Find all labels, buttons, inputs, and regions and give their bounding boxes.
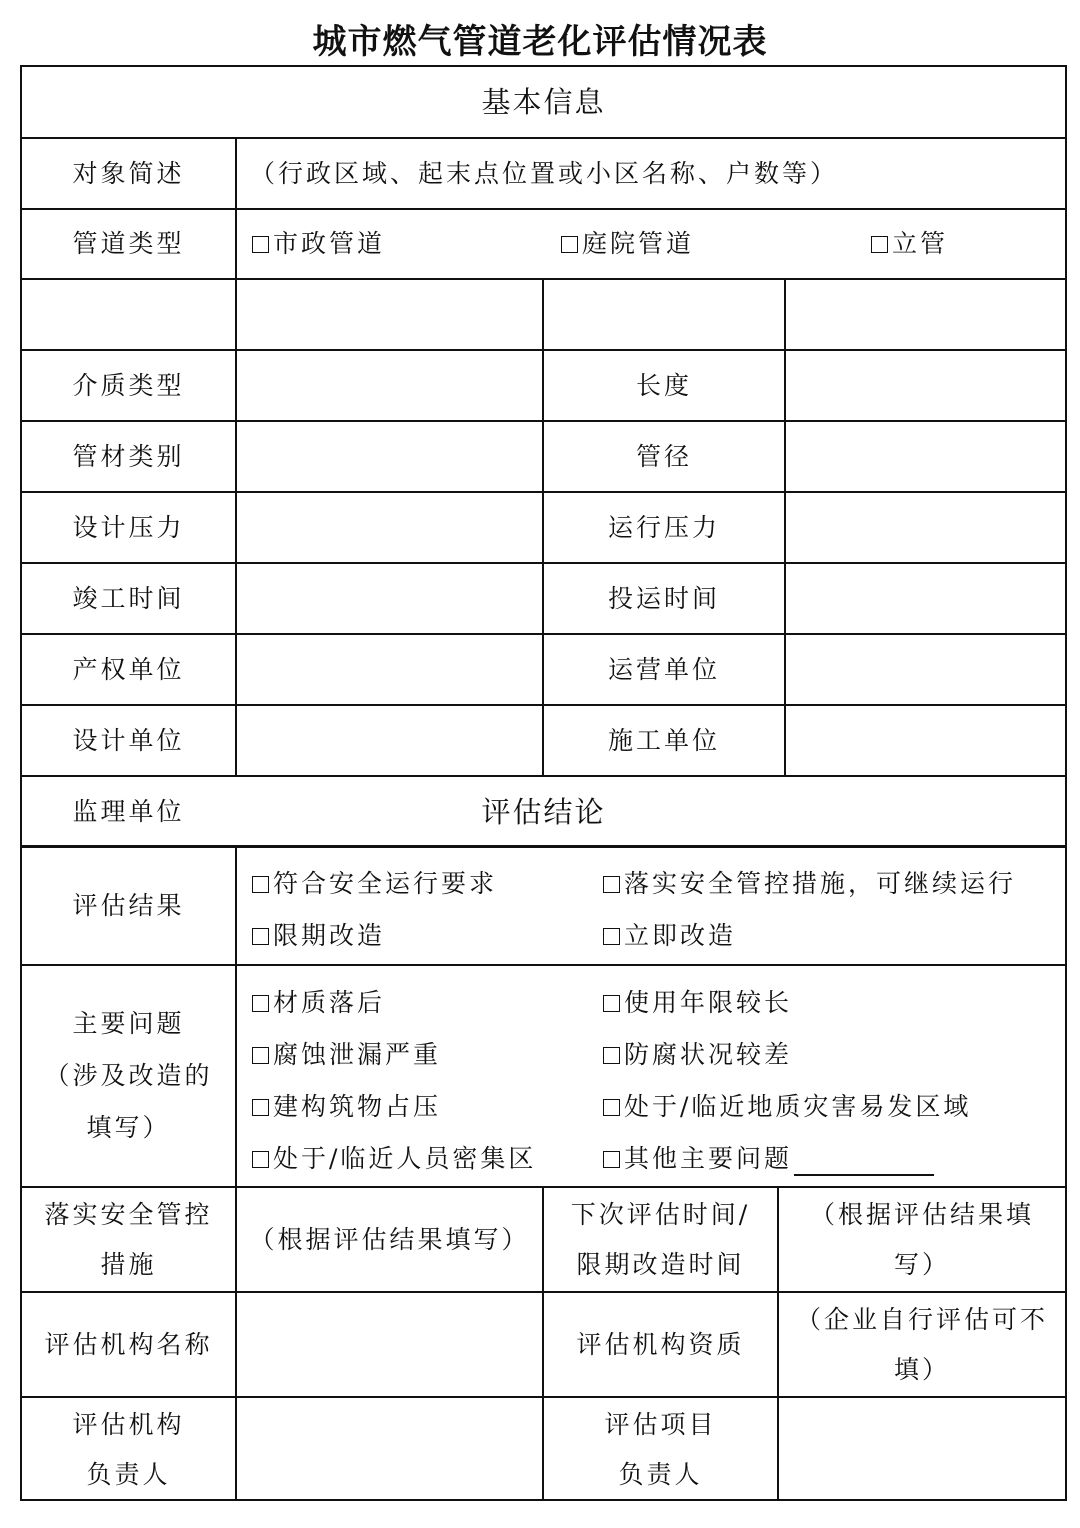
result-label: 评估结果: [72, 890, 185, 920]
issue-other[interactable]: 其他主要问题: [603, 1142, 934, 1176]
next-time-value[interactable]: （根据评估结果填 写）: [809, 1199, 1034, 1279]
design-pressure-label: 设计压力: [72, 512, 185, 542]
result-safe-operation[interactable]: 符合安全运行要求: [252, 867, 497, 901]
checkbox[interactable]: [603, 876, 620, 893]
col-divider: [235, 138, 237, 777]
checkbox[interactable]: [252, 995, 269, 1012]
issue-geological-hazard-area[interactable]: 处于/临近地质灾害易发区域: [603, 1090, 971, 1124]
pipe-type-label: 管道类型: [72, 229, 185, 258]
col-divider: [235, 847, 237, 1499]
completion-time-label: 竣工时间: [72, 583, 185, 613]
checkbox[interactable]: [252, 1151, 269, 1168]
measures-label: 落实安全管控 措施: [44, 1199, 213, 1279]
issue-building-occupation[interactable]: 建构筑物占压: [252, 1090, 441, 1124]
form-title: 城市燃气管道老化评估情况表: [312, 22, 768, 62]
checkbox[interactable]: [561, 236, 578, 253]
result-renovate-deadline[interactable]: 限期改造: [252, 919, 385, 953]
checkbox[interactable]: [252, 928, 269, 945]
checkbox[interactable]: [871, 236, 888, 253]
checkbox[interactable]: [603, 1151, 620, 1168]
operator-unit-label: 运营单位: [607, 654, 720, 684]
pipe-material-label: 管材类别: [72, 441, 185, 471]
org-head-label: 评估机构 负责人: [72, 1409, 185, 1489]
measures-value[interactable]: （根据评估结果填写）: [249, 1224, 530, 1254]
checkbox[interactable]: [252, 1099, 269, 1116]
issue-crowded-area[interactable]: 处于/临近人员密集区: [252, 1142, 536, 1176]
length-label: 长度: [635, 370, 692, 400]
checkbox[interactable]: [252, 1047, 269, 1064]
checkbox[interactable]: [252, 876, 269, 893]
design-unit-label: 设计单位: [72, 725, 185, 755]
construction-unit-label: 施工单位: [607, 725, 720, 755]
issues-label: 主要问题 （涉及改造的 填写）: [44, 1009, 213, 1142]
org-name-label: 评估机构名称: [44, 1329, 213, 1359]
pipe-type-municipal[interactable]: 市政管道: [252, 227, 385, 261]
next-time-label: 下次评估时间/ 限期改造时间: [570, 1199, 751, 1279]
pipe-type-courtyard[interactable]: 庭院管道: [561, 227, 694, 261]
checkbox[interactable]: [603, 928, 620, 945]
checkbox[interactable]: [603, 1047, 620, 1064]
issue-long-service-life[interactable]: 使用年限较长: [603, 986, 792, 1020]
other-issue-blank[interactable]: [794, 1148, 934, 1176]
object-hint[interactable]: （行政区域、起末点位置或小区名称、户数等）: [250, 158, 839, 188]
object-label: 对象简述: [72, 158, 185, 188]
org-qualification-label: 评估机构资质: [576, 1329, 745, 1359]
checkbox[interactable]: [603, 995, 620, 1012]
section-header-conclusion: 评估结论: [481, 795, 606, 829]
result-renovate-immediately[interactable]: 立即改造: [603, 919, 736, 953]
project-head-label: 评估项目 负责人: [604, 1409, 717, 1489]
commission-time-label: 投运时间: [607, 583, 720, 613]
issue-outdated-material[interactable]: 材质落后: [252, 986, 385, 1020]
pipe-type-riser[interactable]: 立管: [871, 227, 948, 261]
section-header-basic: 基本信息: [481, 85, 606, 119]
issue-corrosion-leakage[interactable]: 腐蚀泄漏严重: [252, 1038, 441, 1072]
checkbox[interactable]: [252, 236, 269, 253]
checkbox[interactable]: [603, 1099, 620, 1116]
col-divider: [784, 279, 786, 777]
supervision-unit-label: 监理单位: [72, 796, 185, 826]
medium-type-label: 介质类型: [72, 370, 185, 400]
result-continue-with-controls[interactable]: 落实安全管控措施，可继续运行: [603, 867, 1016, 901]
issue-poor-anticorrosion[interactable]: 防腐状况较差: [603, 1038, 792, 1072]
diameter-label: 管径: [635, 441, 692, 471]
owner-unit-label: 产权单位: [72, 654, 185, 684]
operating-pressure-label: 运行压力: [607, 512, 720, 542]
org-qualification-value[interactable]: （企业自行评估可不 填）: [795, 1304, 1048, 1384]
